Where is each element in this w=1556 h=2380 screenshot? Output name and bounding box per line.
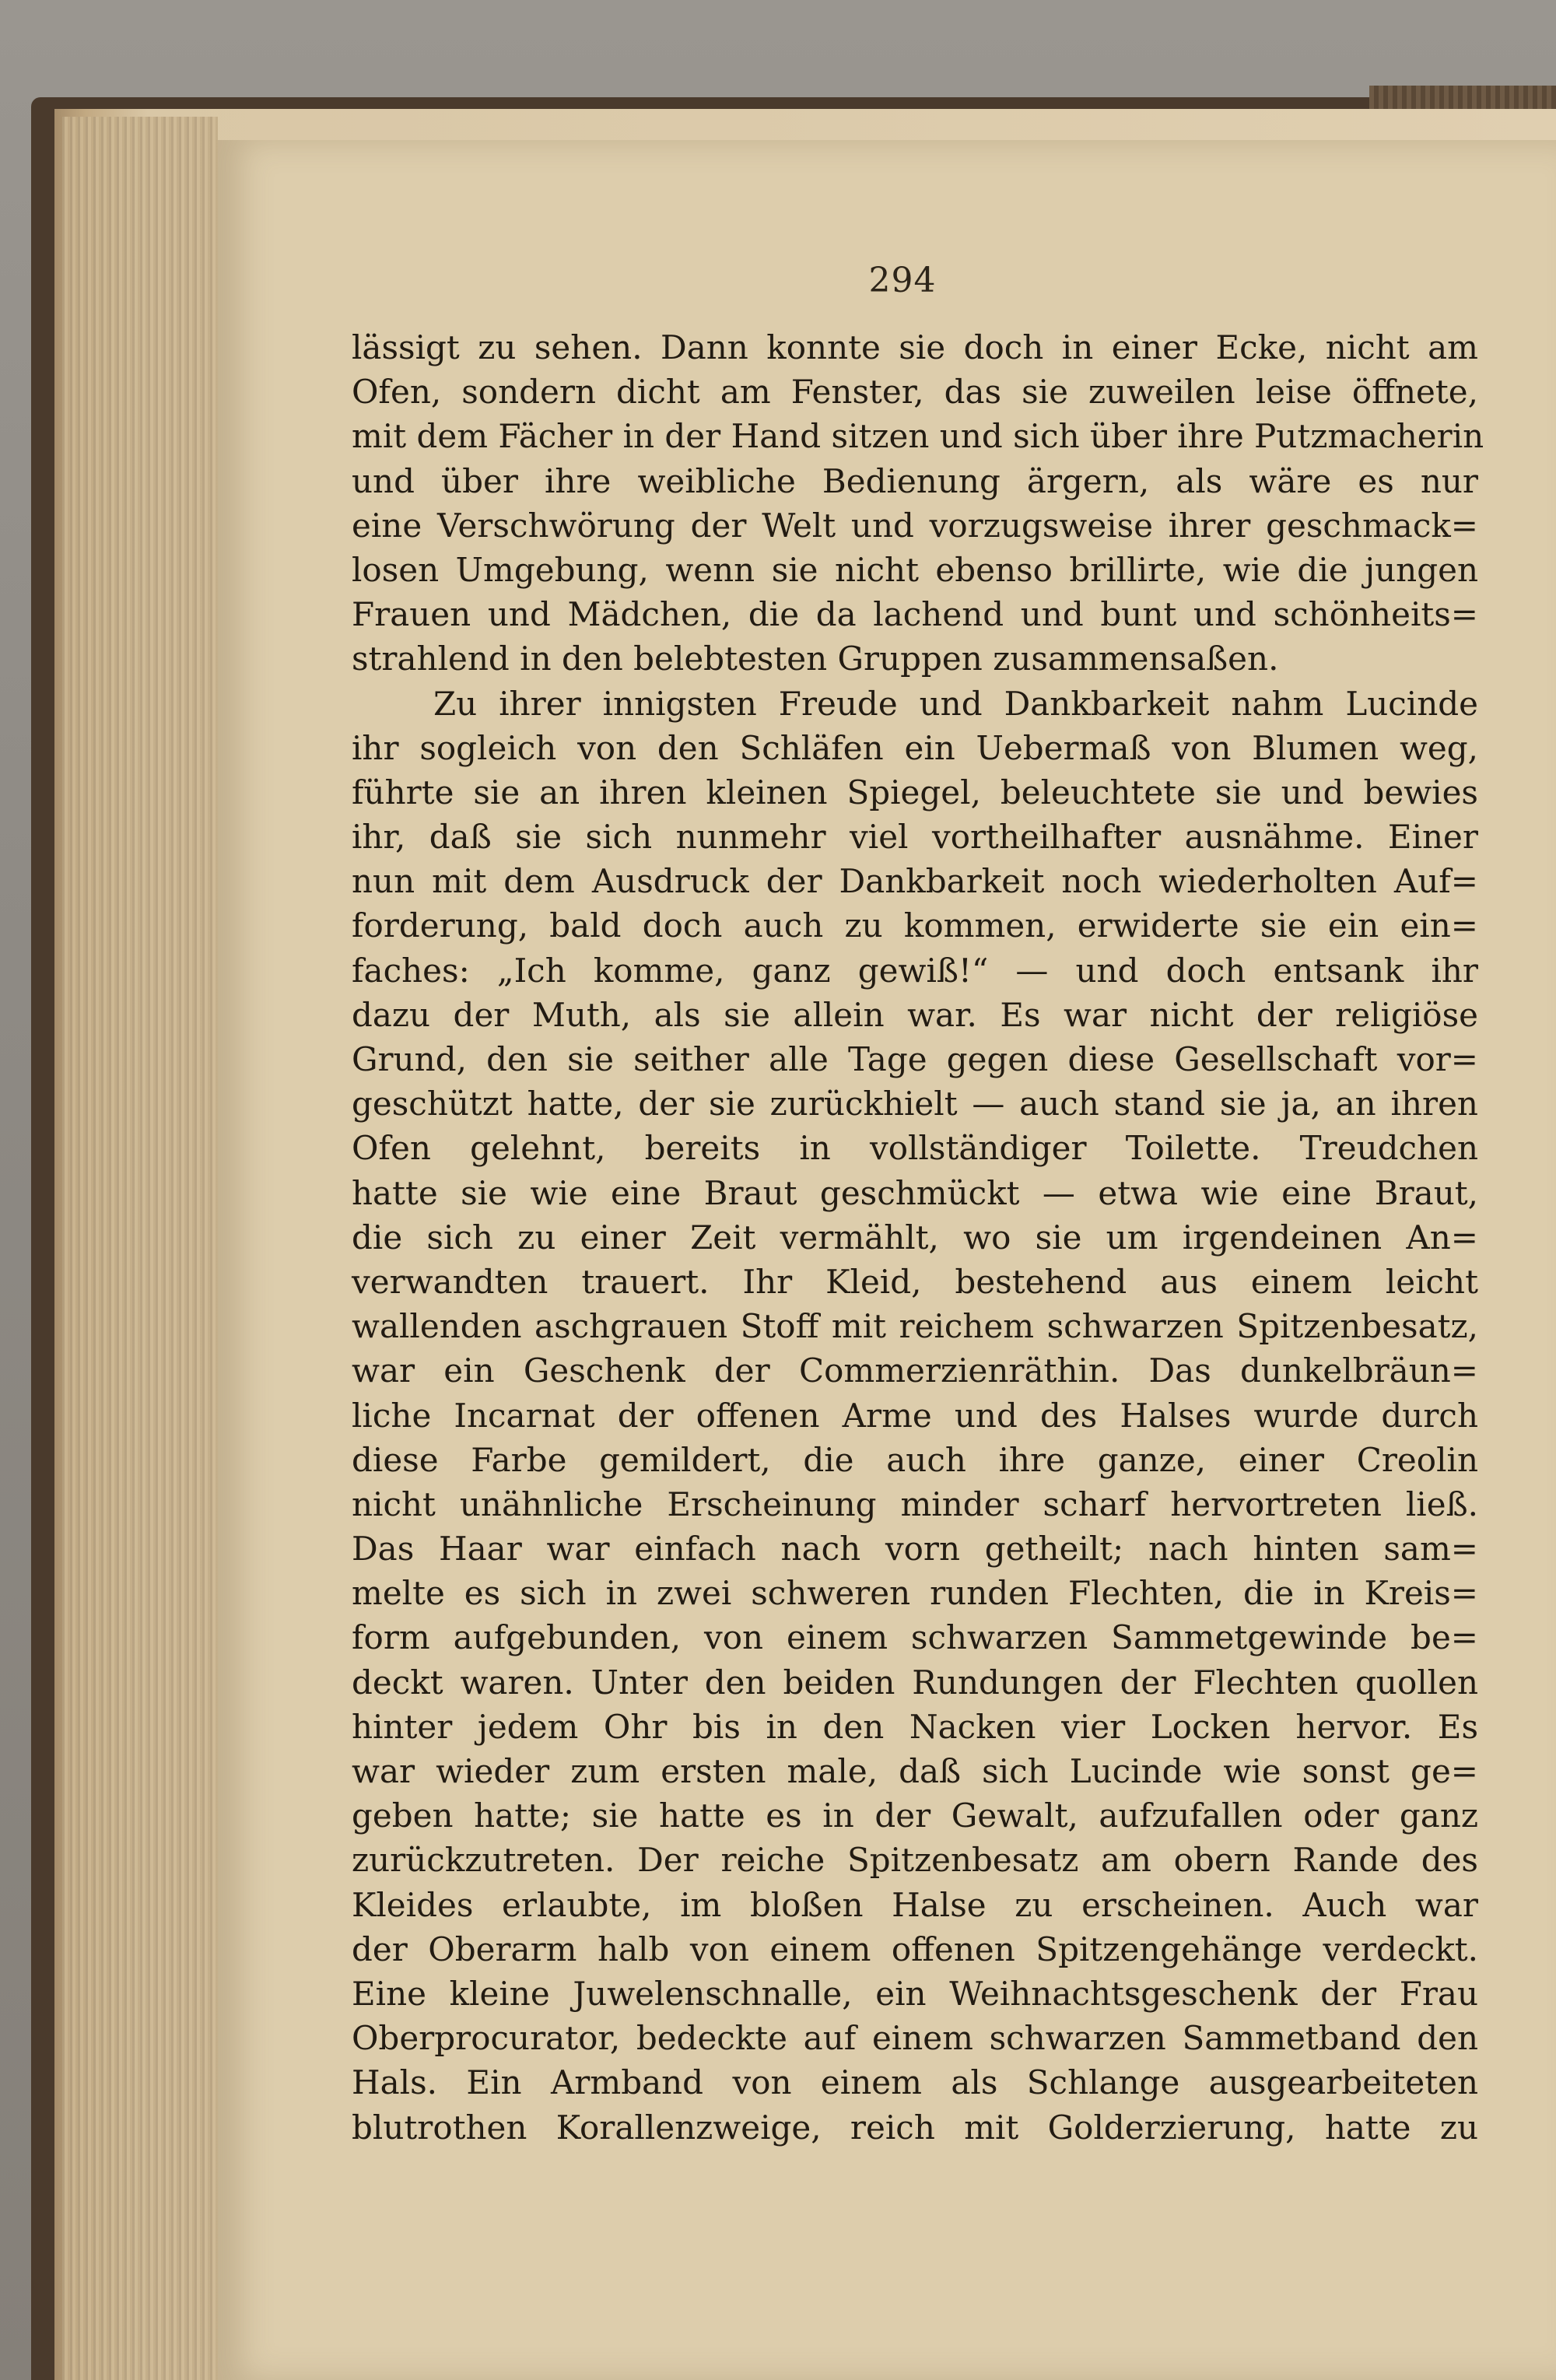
text-line: führte sie an ihren kleinen Spiegel, beleuchtete sie und bewies — [352, 773, 1478, 811]
text-line: Oberprocurator, bedeckte auf einem schwarzen Sammetband den — [352, 2019, 1478, 2058]
text-line: dazu der Muth, als sie allein war. Es war nicht der religiöse — [352, 995, 1478, 1034]
text-line: Grund, den sie seither alle Tage gegen diese Gesellschaft vor= — [352, 1040, 1478, 1078]
text-line: Ofen, sondern dicht am Fenster, das sie zuweilen leise öffnete, — [352, 373, 1478, 412]
page-fore-edge — [62, 117, 218, 2380]
text-line: blutrothen Korallenzweige, reich mit Golderzierung, hatte zu — [352, 2108, 1478, 2147]
text-line: war ein Geschenk der Commerzienräthin. Das dunkelbräun= — [352, 1351, 1478, 1390]
text-line: wallenden aschgrauen Stoff mit reichem schwarzen Spitzenbesatz, — [352, 1307, 1478, 1346]
text-line: diese Farbe gemildert, die auch ihre ganze, einer Creolin — [352, 1440, 1478, 1479]
text-line: faches: „Ich komme, ganz gewiß!“ — und doch entsank ihr — [352, 951, 1478, 990]
text-line: strahlend in den belebtesten Gruppen zusammensaßen. — [352, 640, 1279, 678]
text-line: Zu ihrer innigsten Freude und Dankbarkeit nahm Lucinde — [433, 684, 1478, 723]
text-line: melte es sich in zwei schweren runden Flechten, die in Kreis= — [352, 1574, 1478, 1613]
text-line: forderung, bald doch auch zu kommen, erwiderte sie ein ein= — [352, 906, 1478, 945]
text-line: Kleides erlaubte, im bloßen Halse zu erscheinen. Auch war — [352, 1885, 1478, 1924]
text-line: hatte sie wie eine Braut geschmückt — etwa wie eine Braut, — [352, 1173, 1478, 1212]
text-line: lässigt zu sehen. Dann konnte sie doch in einer Ecke, nicht am — [352, 328, 1478, 366]
text-line: Ofen gelehnt, bereits in vollständiger Toilette. Treudchen — [352, 1129, 1478, 1168]
text-line: hinter jedem Ohr bis in den Nacken vier Locken hervor. Es — [352, 1707, 1478, 1746]
text-line: zurückzutreten. Der reiche Spitzenbesatz am obern Rande des — [352, 1841, 1478, 1880]
text-line: nicht unähnliche Erscheinung minder scharf hervortreten ließ. — [352, 1484, 1478, 1523]
text-line: eine Verschwörung der Welt und vorzugsweise ihrer geschmack= — [352, 506, 1478, 545]
text-line: nun mit dem Ausdruck der Dankbarkeit noch wiederholten Auf= — [352, 862, 1478, 901]
text-line: form aufgebunden, von einem schwarzen Sammetgewinde be= — [352, 1618, 1478, 1657]
text-line: verwandten trauert. Ihr Kleid, bestehend aus einem leicht — [352, 1262, 1478, 1301]
text-line: Hals. Ein Armband von einem als Schlange ausgearbeiteten — [352, 2063, 1478, 2102]
page-number: 294 — [868, 261, 937, 300]
text-line: ihr, daß sie sich nunmehr viel vortheilhafter ausnähme. Einer — [352, 818, 1478, 857]
text-line: losen Umgebung, wenn sie nicht ebenso brillirte, wie die jungen — [352, 550, 1478, 589]
text-line: geben hatte; sie hatte es in der Gewalt, aufzufallen oder ganz — [352, 1796, 1478, 1835]
text-line: Eine kleine Juwelenschnalle, ein Weihnachtsgeschenk der Frau — [352, 1974, 1478, 2013]
text-line: deckt waren. Unter den beiden Rundungen der Flechten quollen — [352, 1663, 1478, 1702]
text-line: die sich zu einer Zeit vermählt, wo sie um irgendeinen An= — [352, 1218, 1478, 1257]
text-line: geschützt hatte, der sie zurückhielt — auch stand sie ja, an ihren — [352, 1085, 1478, 1123]
body-text — [352, 325, 1484, 2150]
text-line: der Oberarm halb von einem offenen Spitzengehänge verdeckt. — [352, 1930, 1478, 1968]
text-line: ihr sogleich von den Schläfen ein Uebermaß von Blumen weg, — [352, 728, 1478, 767]
text-line: und über ihre weibliche Bedienung ärgern, als wäre es nur — [352, 461, 1478, 500]
text-line: Das Haar war einfach nach vorn getheilt; nach hinten sam= — [352, 1530, 1478, 1569]
text-line: mit dem Fächer in der Hand sitzen und sich über ihre Putzmacherin — [352, 417, 1484, 456]
text-line: war wieder zum ersten male, daß sich Lucinde wie sonst ge= — [352, 1752, 1478, 1790]
text-line: liche Incarnat der offenen Arme und des Halses wurde durch — [352, 1396, 1478, 1435]
text-line: Frauen und Mädchen, die da lachend und bunt und schönheits= — [352, 595, 1478, 634]
